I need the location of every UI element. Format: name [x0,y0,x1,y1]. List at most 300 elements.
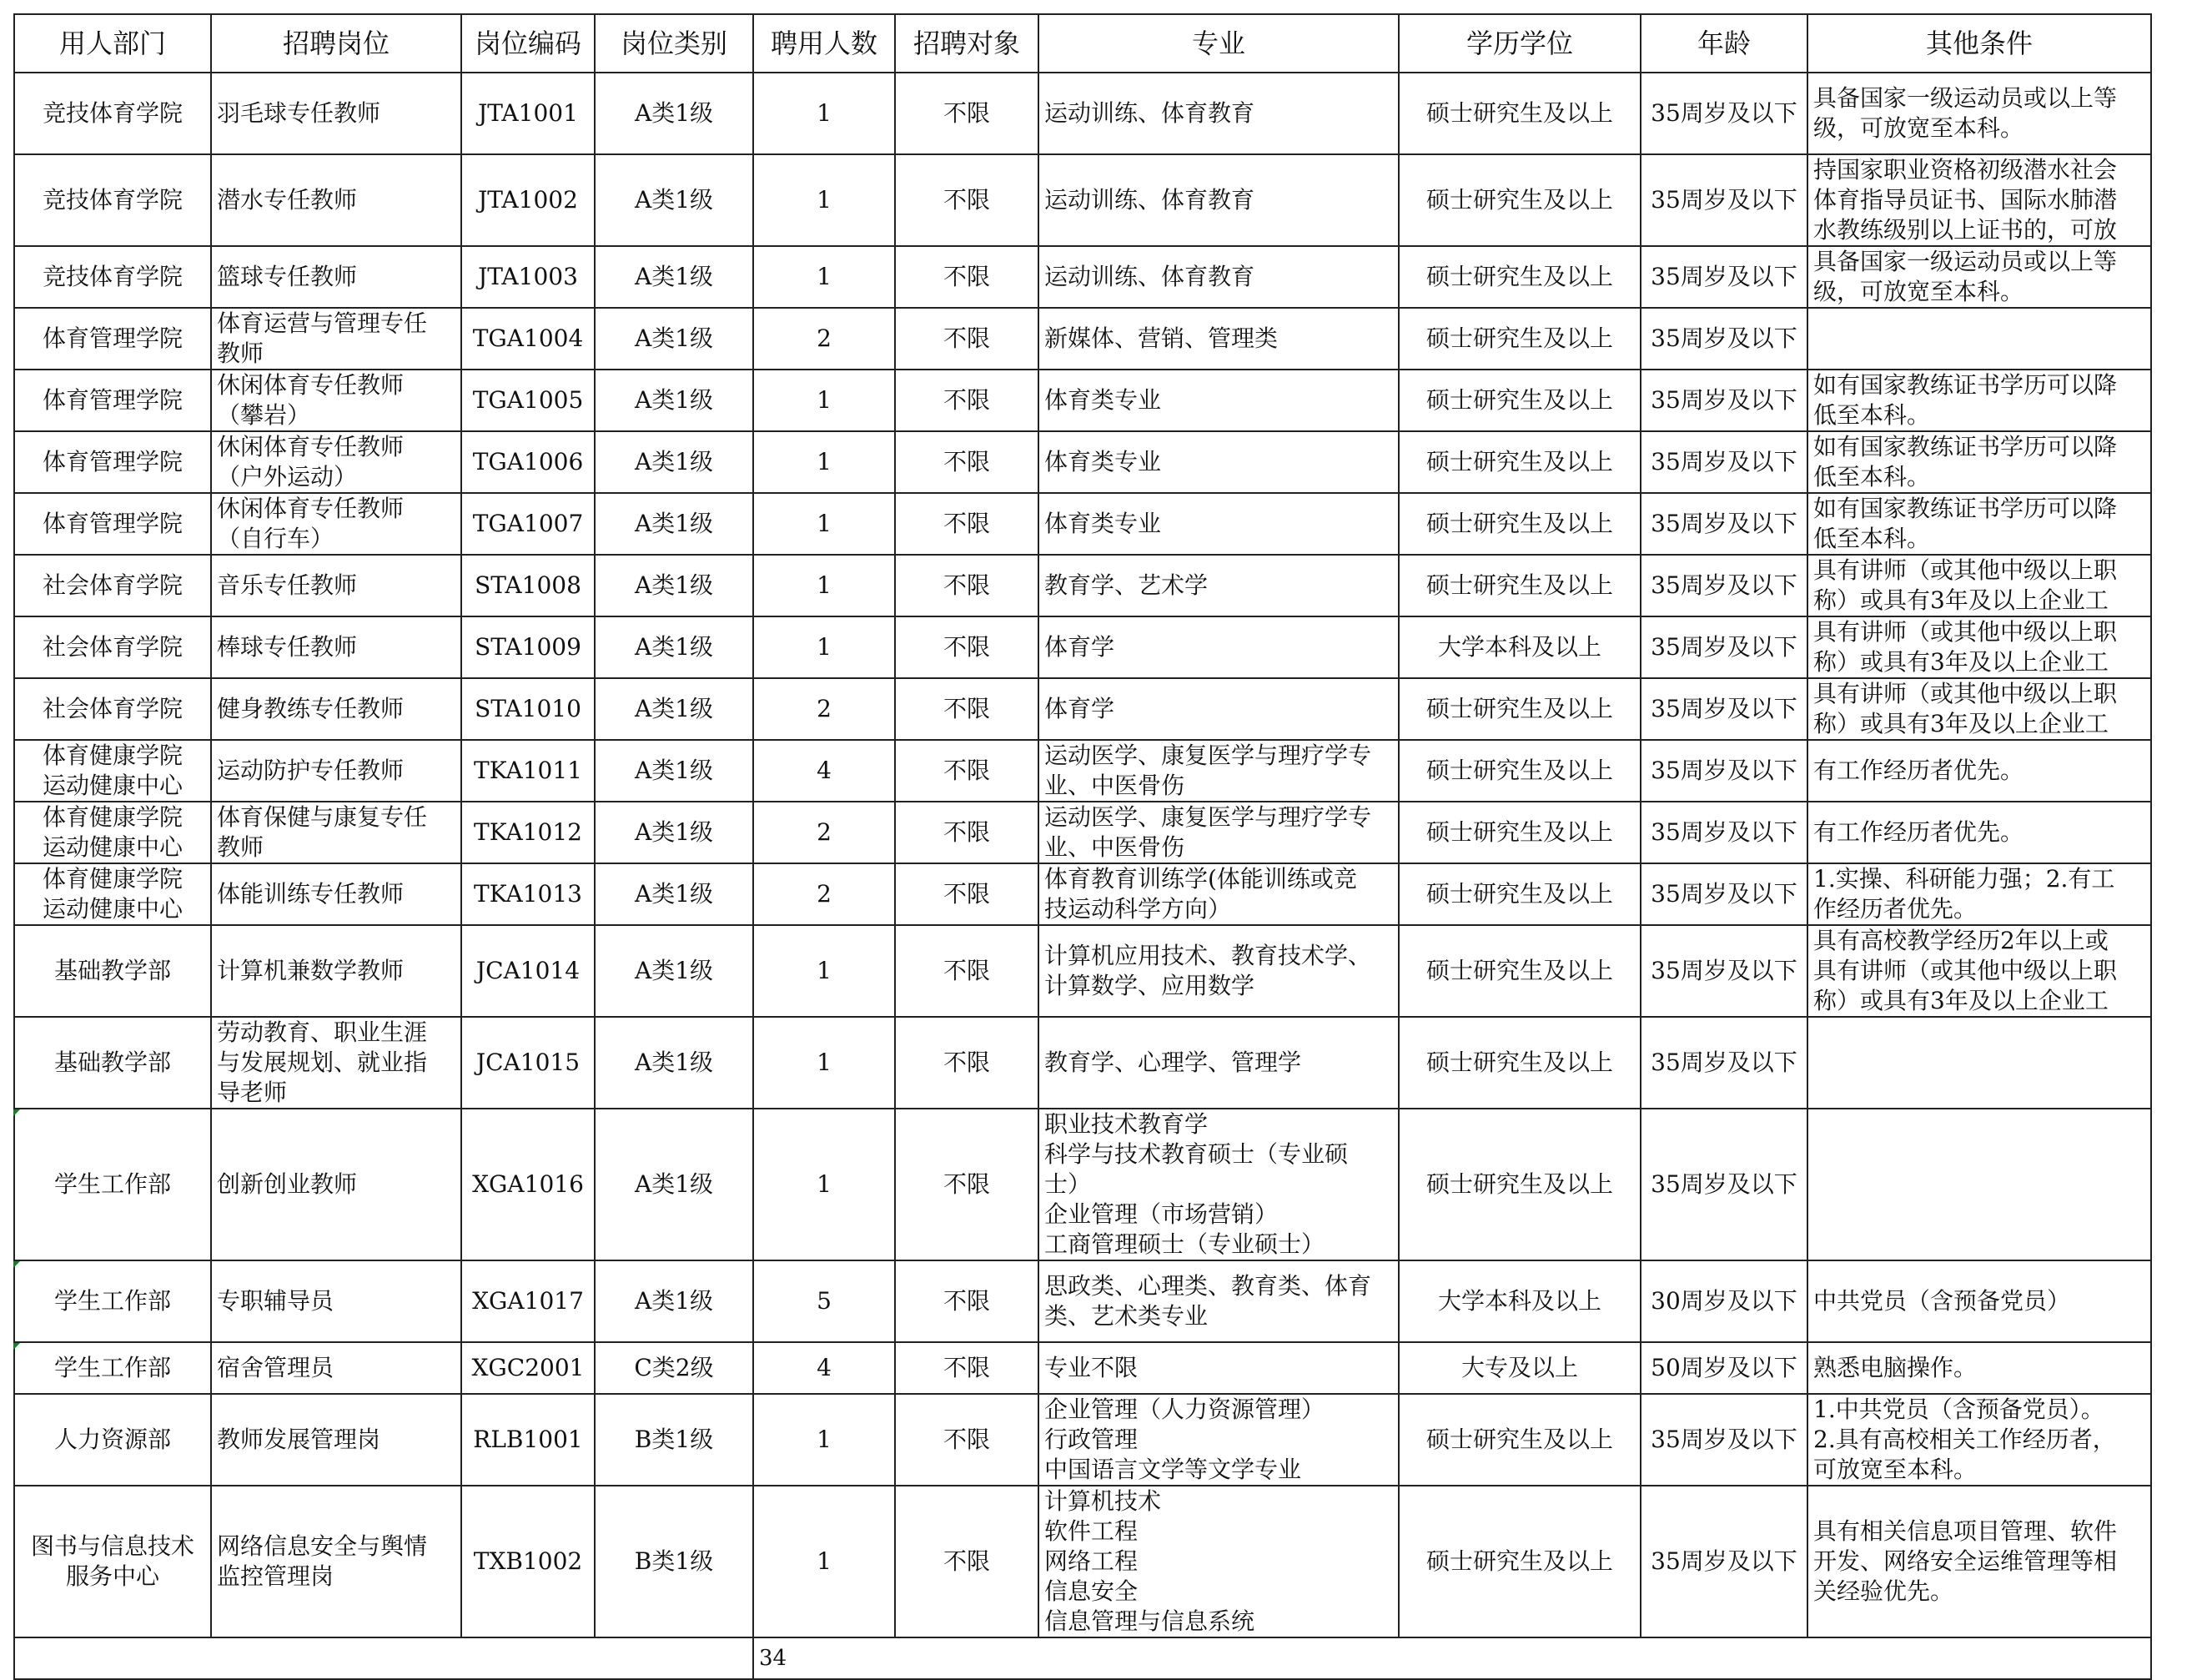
type-cell: A类1级 [595,431,753,493]
dept-cell-line: 学生工作部 [53,1170,171,1198]
target-cell: 不限 [895,246,1038,308]
major-cell-line: 士） [1044,1170,1092,1198]
major-cell-line: 计算机技术 [1044,1487,1162,1515]
table-row [14,616,2151,678]
major-cell [1038,863,1399,925]
post-cell [211,1394,461,1486]
table-row [14,308,2151,370]
target-cell: 不限 [895,925,1038,1017]
code-cell: JCA1015 [461,1017,595,1109]
dept-cell-line: 体育管理学院 [42,324,183,352]
other-conditions-cell [1807,370,2151,431]
table-row [14,493,2151,555]
target-cell: 不限 [895,73,1038,154]
target-cell: 不限 [895,1017,1038,1109]
other-conditions-cell-line: 低至本科。 [1813,401,1931,429]
dept-cell-line: 竞技体育学院 [42,99,183,127]
dept-cell-line: 竞技体育学院 [42,186,183,214]
post-cell [211,1486,461,1637]
table-row [14,1109,2151,1260]
other-conditions-cell [1807,1260,2151,1342]
major-cell-line: 工商管理硕士（专业硕士） [1044,1230,1325,1258]
education-cell: 硕士研究生及以上 [1399,555,1641,616]
major-cell-line: 思政类、心理类、教育类、体育 [1044,1272,1372,1300]
post-cell-line: 篮球专任教师 [217,263,358,290]
major-cell [1038,1342,1399,1394]
post-cell [211,555,461,616]
age-cell: 35周岁及以下 [1641,1017,1807,1109]
major-cell [1038,370,1399,431]
target-cell: 不限 [895,555,1038,616]
major-cell [1038,678,1399,740]
dept-cell [14,154,211,246]
headcount-cell: 1 [753,925,895,1017]
dept-cell [14,1394,211,1486]
education-cell: 硕士研究生及以上 [1399,740,1641,802]
target-cell: 不限 [895,1260,1038,1342]
target-cell: 不限 [895,740,1038,802]
age-cell: 35周岁及以下 [1641,431,1807,493]
major-cell-line: 企业管理（市场营销） [1044,1200,1279,1228]
headcount-cell: 1 [753,1017,895,1109]
code-cell: XGC2001 [461,1342,595,1394]
post-cell [211,308,461,370]
post-cell [211,802,461,863]
post-cell [211,740,461,802]
code-cell: TGA1006 [461,431,595,493]
major-cell-line: 教育学、艺术学 [1044,571,1209,599]
major-cell-line: 计算机应用技术、教育技术学、 [1044,942,1372,969]
post-cell-line: 监控管理岗 [217,1562,334,1590]
code-cell: TKA1011 [461,740,595,802]
dept-cell [14,493,211,555]
table-row [14,802,2151,863]
education-cell: 硕士研究生及以上 [1399,1394,1641,1486]
code-cell: XGA1017 [461,1260,595,1342]
table-body [14,73,2151,1637]
other-conditions-cell-line: 如有国家教练证书学历可以降 [1813,433,2118,460]
post-cell [211,678,461,740]
footer-row [14,1637,2151,1679]
education-cell: 大学本科及以上 [1399,1260,1641,1342]
other-conditions-cell-line: 称）或具有3年及以上企业工 [1813,586,2109,614]
other-conditions-cell-line: 具备国家一级运动员或以上等 [1813,84,2118,112]
dept-cell-line: 体育健康学院 [42,803,183,831]
post-cell-line: 音乐专任教师 [217,571,358,599]
header-row [14,14,2151,73]
major-cell-line: 信息管理与信息系统 [1044,1607,1255,1635]
post-cell-line: 体育运营与管理专任 [217,309,428,337]
post-cell [211,73,461,154]
header-cell: 专业 [1038,14,1399,73]
major-cell-line: 体育类专业 [1044,386,1162,414]
post-cell-line: 休闲体育专任教师 [217,433,405,460]
major-cell [1038,73,1399,154]
type-cell: A类1级 [595,308,753,370]
dept-cell-line: 运动健康中心 [42,772,183,799]
other-conditions-cell-line: 1.中共党员（含预备党员）。 [1813,1396,2104,1423]
age-cell: 35周岁及以下 [1641,740,1807,802]
code-cell: STA1010 [461,678,595,740]
dept-cell-line: 体育管理学院 [42,448,183,475]
table-row [14,925,2151,1017]
major-cell-line: 企业管理（人力资源管理） [1044,1396,1325,1423]
post-cell [211,616,461,678]
post-cell [211,1342,461,1394]
major-cell-line: 技运动科学方向） [1044,895,1232,923]
target-cell: 不限 [895,1109,1038,1260]
other-conditions-cell-line: 有工作经历者优先。 [1813,818,2024,846]
recruitment-table [13,13,2152,1680]
education-cell: 硕士研究生及以上 [1399,1109,1641,1260]
age-cell: 35周岁及以下 [1641,925,1807,1017]
other-conditions-cell [1807,1342,2151,1394]
major-cell [1038,1394,1399,1486]
other-conditions-cell-line: 低至本科。 [1813,525,1931,552]
other-conditions-cell [1807,493,2151,555]
headcount-cell: 1 [753,1394,895,1486]
major-cell-line: 业、中医骨伤 [1044,772,1185,799]
other-conditions-cell-line: 中共党员（含预备党员） [1813,1287,2071,1315]
dept-cell-line: 体育健康学院 [42,742,183,769]
age-cell: 35周岁及以下 [1641,616,1807,678]
age-cell: 35周岁及以下 [1641,154,1807,246]
code-cell: RLB1001 [461,1394,595,1486]
table-row [14,1486,2151,1637]
table-row [14,555,2151,616]
dept-cell [14,1260,211,1342]
other-conditions-cell [1807,555,2151,616]
other-conditions-cell-line: 具有相关信息项目管理、软件 [1813,1517,2118,1545]
dept-cell [14,740,211,802]
post-cell-line: 休闲体育专任教师 [217,371,405,399]
dept-cell [14,802,211,863]
other-conditions-cell-line: 具有讲师（或其他中级以上职 [1813,680,2118,707]
post-cell-line: 计算机兼数学教师 [217,957,405,984]
code-cell: TKA1012 [461,802,595,863]
cell-marker-icon [13,1109,20,1116]
other-conditions-cell [1807,308,2151,370]
type-cell: A类1级 [595,678,753,740]
table-row [14,431,2151,493]
post-cell-line: （自行车） [217,525,334,552]
major-cell [1038,1017,1399,1109]
post-cell-line: 导老师 [217,1079,288,1106]
education-cell: 硕士研究生及以上 [1399,73,1641,154]
headcount-cell: 2 [753,802,895,863]
post-cell [211,1017,461,1109]
education-cell: 大专及以上 [1399,1342,1641,1394]
headcount-cell: 1 [753,1486,895,1637]
major-cell [1038,1109,1399,1260]
code-cell: JTA1001 [461,73,595,154]
headcount-cell: 5 [753,1260,895,1342]
other-conditions-cell-line: 称）或具有3年及以上企业工 [1813,710,2109,737]
header-cell: 聘用人数 [753,14,895,73]
dept-cell-line: 体育管理学院 [42,386,183,414]
header-cell: 其他条件 [1807,14,2151,73]
post-cell-line: 休闲体育专任教师 [217,495,405,522]
dept-cell-line: 学生工作部 [53,1354,171,1381]
target-cell: 不限 [895,431,1038,493]
target-cell: 不限 [895,616,1038,678]
major-cell [1038,740,1399,802]
other-conditions-cell-line: 持国家职业资格初级潜水社会 [1813,156,2118,184]
code-cell: TGA1005 [461,370,595,431]
education-cell: 大学本科及以上 [1399,616,1641,678]
major-cell-line: 新媒体、营销、管理类 [1044,324,1279,352]
major-cell-line: 运动训练、体育教育 [1044,186,1255,214]
major-cell-line: 中国语言文学等文学专业 [1044,1456,1302,1483]
code-cell: STA1009 [461,616,595,678]
other-conditions-cell-line: 具有讲师（或其他中级以上职 [1813,556,2118,584]
target-cell: 不限 [895,1394,1038,1486]
other-conditions-cell-line: 有工作经历者优先。 [1813,757,2024,784]
post-cell [211,925,461,1017]
major-cell-line: 类、艺术类专业 [1044,1302,1209,1330]
table-row [14,246,2151,308]
age-cell: 35周岁及以下 [1641,555,1807,616]
age-cell: 35周岁及以下 [1641,1109,1807,1260]
dept-cell [14,555,211,616]
headcount-cell: 4 [753,740,895,802]
headcount-cell: 1 [753,555,895,616]
cell-marker-icon [13,1343,20,1350]
header-cell: 岗位类别 [595,14,753,73]
dept-cell-line: 社会体育学院 [42,633,183,661]
type-cell: A类1级 [595,493,753,555]
headcount-cell: 2 [753,308,895,370]
major-cell [1038,616,1399,678]
major-cell [1038,493,1399,555]
post-cell-line: （户外运动） [217,463,358,490]
post-cell-line: 教师 [217,340,264,367]
major-cell [1038,431,1399,493]
type-cell: A类1级 [595,802,753,863]
type-cell: A类1级 [595,863,753,925]
major-cell-line: 运动训练、体育教育 [1044,99,1255,127]
headcount-cell: 1 [753,616,895,678]
code-cell: JCA1014 [461,925,595,1017]
target-cell: 不限 [895,1342,1038,1394]
dept-cell [14,1109,211,1260]
headcount-cell: 1 [753,73,895,154]
footer-blank-cell [14,1637,753,1679]
dept-cell [14,308,211,370]
code-cell: TXB1002 [461,1486,595,1637]
post-cell-line: 健身教练专任教师 [217,695,405,722]
age-cell: 35周岁及以下 [1641,863,1807,925]
education-cell: 硕士研究生及以上 [1399,431,1641,493]
education-cell: 硕士研究生及以上 [1399,1486,1641,1637]
major-cell-line: 体育学 [1044,695,1115,722]
age-cell: 50周岁及以下 [1641,1342,1807,1394]
dept-cell [14,431,211,493]
post-cell [211,246,461,308]
other-conditions-cell-line: 具有讲师（或其他中级以上职 [1813,618,2118,646]
other-conditions-cell-line: 作经历者优先。 [1813,895,1978,923]
other-conditions-cell-line: 1.实操、科研能力强；2.有工 [1813,865,2115,893]
dept-cell [14,1017,211,1109]
post-cell [211,1260,461,1342]
headcount-cell: 2 [753,678,895,740]
type-cell: B类1级 [595,1486,753,1637]
dept-cell-line: 社会体育学院 [42,571,183,599]
table-row [14,1017,2151,1109]
other-conditions-cell-line: 2.具有高校相关工作经历者， [1813,1426,2116,1453]
target-cell: 不限 [895,493,1038,555]
education-cell: 硕士研究生及以上 [1399,1017,1641,1109]
age-cell: 35周岁及以下 [1641,246,1807,308]
post-cell [211,154,461,246]
dept-cell [14,616,211,678]
post-cell-line: 专职辅导员 [217,1287,334,1315]
code-cell: TGA1004 [461,308,595,370]
major-cell-line: 职业技术教育学 [1044,1110,1209,1138]
type-cell: A类1级 [595,925,753,1017]
post-cell-line: 体能训练专任教师 [217,880,405,908]
major-cell [1038,308,1399,370]
table-row [14,73,2151,154]
table-row [14,370,2151,431]
target-cell: 不限 [895,802,1038,863]
major-cell-line: 体育类专业 [1044,510,1162,537]
post-cell-line: 劳动教育、职业生涯 [217,1019,428,1046]
dept-cell-line: 社会体育学院 [42,695,183,722]
post-cell-line: 创新创业教师 [217,1170,358,1198]
major-cell-line: 信息安全 [1044,1577,1139,1605]
post-cell-line: 棒球专任教师 [217,633,358,661]
age-cell: 35周岁及以下 [1641,1486,1807,1637]
major-cell-line: 体育类专业 [1044,448,1162,475]
age-cell: 35周岁及以下 [1641,1394,1807,1486]
dept-cell-line: 运动健康中心 [42,833,183,861]
other-conditions-cell-line: 可放宽至本科。 [1813,1456,1978,1483]
age-cell: 30周岁及以下 [1641,1260,1807,1342]
headcount-cell: 2 [753,863,895,925]
other-conditions-cell [1807,73,2151,154]
major-cell [1038,555,1399,616]
type-cell: A类1级 [595,1109,753,1260]
headcount-cell: 1 [753,493,895,555]
type-cell: A类1级 [595,1260,753,1342]
code-cell: JTA1003 [461,246,595,308]
other-conditions-cell [1807,431,2151,493]
other-conditions-cell [1807,678,2151,740]
dept-cell [14,370,211,431]
education-cell: 硕士研究生及以上 [1399,154,1641,246]
header-cell: 年龄 [1641,14,1807,73]
other-conditions-cell-line: 如有国家教练证书学历可以降 [1813,495,2118,522]
education-cell: 硕士研究生及以上 [1399,863,1641,925]
code-cell: STA1008 [461,555,595,616]
age-cell: 35周岁及以下 [1641,678,1807,740]
other-conditions-cell-line: 开发、网络安全运维管理等相 [1813,1547,2118,1575]
target-cell: 不限 [895,154,1038,246]
major-cell-line: 业、中医骨伤 [1044,833,1185,861]
table-row [14,1260,2151,1342]
age-cell: 35周岁及以下 [1641,308,1807,370]
major-cell [1038,154,1399,246]
post-cell-line: 教师 [217,833,264,861]
table-row [14,1342,2151,1394]
other-conditions-cell-line: 低至本科。 [1813,463,1931,490]
other-conditions-cell [1807,616,2151,678]
type-cell: A类1级 [595,370,753,431]
major-cell-line: 运动医学、康复医学与理疗学专 [1044,803,1372,831]
other-conditions-cell-line: 如有国家教练证书学历可以降 [1813,371,2118,399]
major-cell-line: 体育教育训练学(体能训练或竞 [1044,865,1357,893]
header-cell: 用人部门 [14,14,211,73]
dept-cell [14,246,211,308]
headcount-cell: 1 [753,154,895,246]
major-cell-line: 体育学 [1044,633,1115,661]
dept-cell [14,925,211,1017]
type-cell: A类1级 [595,73,753,154]
other-conditions-cell [1807,863,2151,925]
headcount-cell: 1 [753,370,895,431]
target-cell: 不限 [895,1486,1038,1637]
post-cell-line: 体育保健与康复专任 [217,803,428,831]
headcount-cell: 1 [753,246,895,308]
headcount-cell: 1 [753,431,895,493]
code-cell: XGA1016 [461,1109,595,1260]
post-cell [211,493,461,555]
post-cell-line: 与发展规划、就业指 [217,1049,428,1076]
target-cell: 不限 [895,308,1038,370]
dept-cell-line: 基础教学部 [53,957,171,984]
major-cell-line: 教育学、心理学、管理学 [1044,1049,1302,1076]
other-conditions-cell-line: 熟悉电脑操作。 [1813,1354,1978,1381]
header-cell: 岗位编码 [461,14,595,73]
dept-cell-line: 人力资源部 [53,1426,171,1453]
table-row [14,154,2151,246]
major-cell-line: 软件工程 [1044,1517,1139,1545]
major-cell-line: 专业不限 [1044,1354,1139,1381]
type-cell: A类1级 [595,246,753,308]
education-cell: 硕士研究生及以上 [1399,925,1641,1017]
other-conditions-cell-line: 关经验优先。 [1813,1577,1954,1605]
post-cell [211,370,461,431]
target-cell: 不限 [895,370,1038,431]
other-conditions-cell [1807,1486,2151,1637]
major-cell-line: 运动医学、康复医学与理疗学专 [1044,742,1372,769]
table-row [14,1394,2151,1486]
type-cell: A类1级 [595,1017,753,1109]
education-cell: 硕士研究生及以上 [1399,678,1641,740]
other-conditions-cell-line: 具有高校教学经历2年以上或 [1813,927,2109,954]
dept-cell-line: 竞技体育学院 [42,263,183,290]
other-conditions-cell-line: 体育指导员证书、国际水肺潜 [1813,186,2118,214]
major-cell [1038,925,1399,1017]
education-cell: 硕士研究生及以上 [1399,246,1641,308]
other-conditions-cell-line: 称）或具有3年及以上企业工 [1813,987,2109,1014]
age-cell: 35周岁及以下 [1641,493,1807,555]
post-cell [211,431,461,493]
post-cell-line: 羽毛球专任教师 [217,99,381,127]
other-conditions-cell [1807,740,2151,802]
code-cell: TGA1007 [461,493,595,555]
other-conditions-cell-line: 称）或具有3年及以上企业工 [1813,648,2109,676]
other-conditions-cell-line: 级，可放宽至本科。 [1813,278,2024,305]
post-cell-line: 教师发展管理岗 [217,1426,381,1453]
age-cell: 35周岁及以下 [1641,802,1807,863]
dept-cell [14,73,211,154]
major-cell-line: 计算数学、应用数学 [1044,972,1255,999]
dept-cell [14,863,211,925]
headcount-cell: 4 [753,1342,895,1394]
dept-cell [14,678,211,740]
